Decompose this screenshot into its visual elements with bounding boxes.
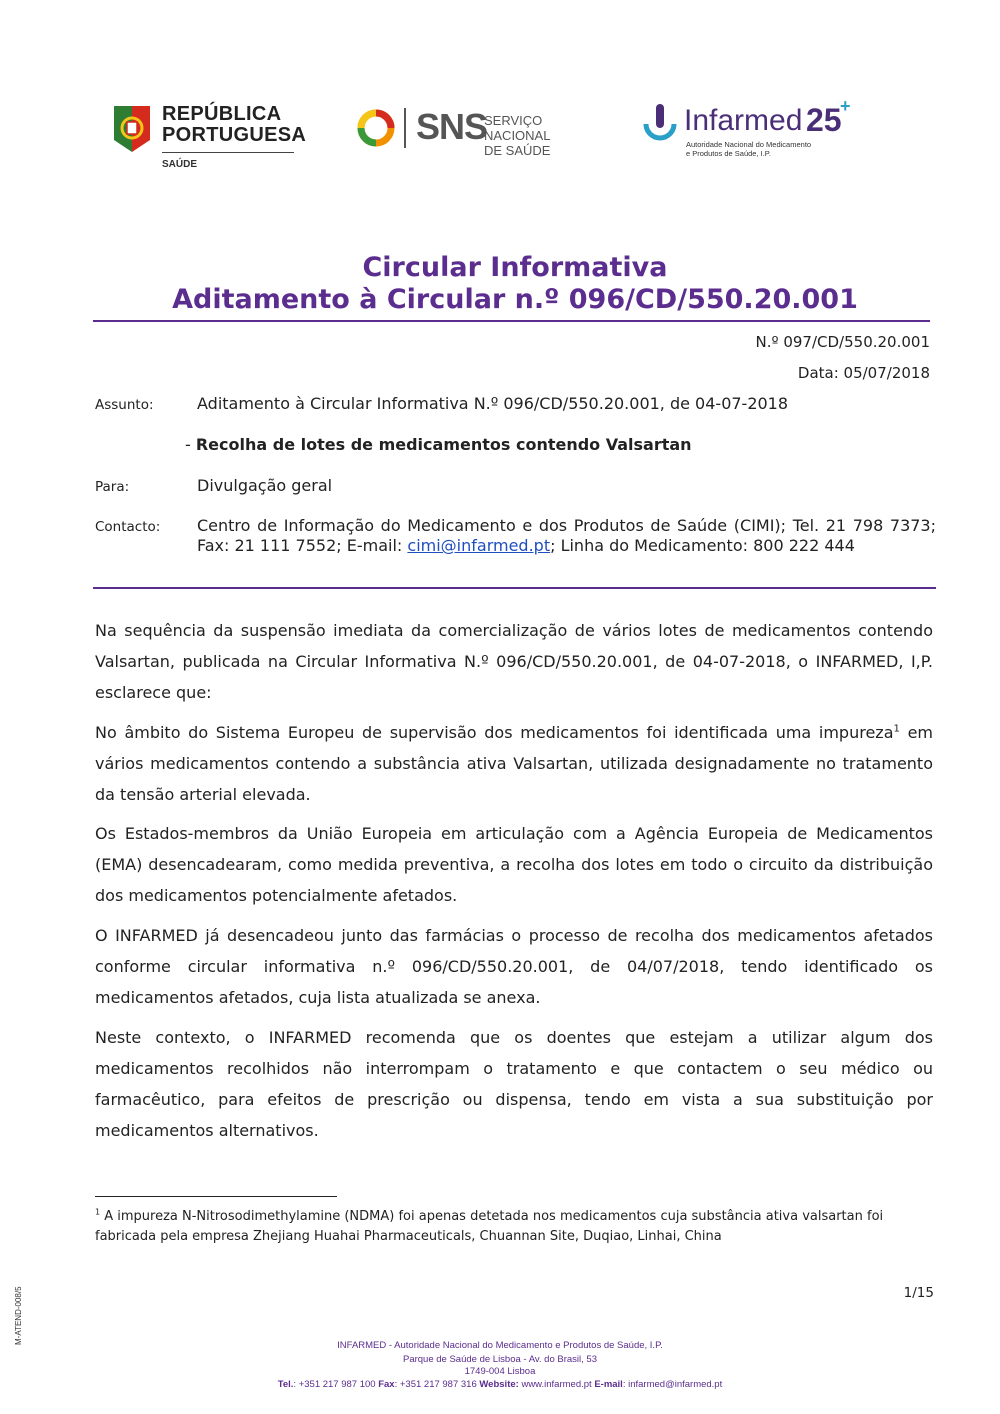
assunto-sub-prefix: - [185, 435, 196, 454]
body-p2-part1: No âmbito do Sistema Europeu de supervisão dos medicamentos foi identificada uma impureza [95, 723, 894, 742]
footer-contacts [0, 1379, 1000, 1390]
footer-fax-label: Fax [378, 1379, 395, 1390]
republica-portuguesa-logo [110, 100, 310, 172]
contacto-label: Contacto: [95, 519, 161, 535]
body-paragraph-2 [95, 717, 933, 810]
footer-fax-value: : +351 217 987 316 [394, 1379, 480, 1390]
footer-email-value[interactable]: : infarmed@infarmed.pt [622, 1379, 723, 1390]
body-paragraph-4: O INFARMED já desencadeou junto das farmácias o processo de recolha dos medicamentos afetados conforme circular informativa n.º 096/CD/550.20.001, de 04/07/2018, tendo identificado os medicamentos afetados, cuja lista atualizada se anexa. [95, 926, 933, 1007]
assunto-value: Aditamento à Circular Informativa N.º 096/CD/550.20.001, de 04-07-2018 [197, 394, 789, 413]
footer-web-label: Website: [479, 1379, 519, 1390]
para-value: Divulgação geral [197, 476, 333, 495]
assunto-subtitle [185, 435, 692, 454]
infarmed-25: 25 [806, 102, 842, 138]
title-divider [93, 320, 930, 322]
footnote-ref: 1 [893, 723, 900, 735]
footnote-marker: 1 [95, 1207, 101, 1217]
sns-separator [404, 108, 406, 148]
contacto-text1: Centro de Informação do Medicamento e dos Produtos de Saúde (CIMI); Tel. 21 798 7373; Fax: 21 111 7552; E-mail: [197, 516, 936, 555]
infarmed-drop-icon [638, 102, 682, 152]
sns-line2: DE SAÚDE [484, 143, 551, 158]
portugal-emblem-icon [110, 102, 154, 158]
page-number: 1/15 [903, 1285, 934, 1301]
sns-line1: SERVIÇO NACIONAL [484, 113, 551, 143]
infarmed-plus: + [840, 96, 851, 116]
infarmed-logo [638, 96, 858, 162]
side-code: M-ATEND-008/5 [14, 1286, 23, 1345]
sns-ring-icon [356, 108, 396, 148]
infarmed-sub-line1: Autoridade Nacional do Medicamento [686, 140, 812, 149]
footer-tel-value: : +351 217 987 100 [293, 1379, 379, 1390]
republica-line1: REPÚBLICA [162, 103, 282, 125]
footer-email-label: E-mail [594, 1379, 623, 1390]
republica-line2: PORTUGUESA [162, 124, 307, 146]
document-title: Circular Informativa [362, 252, 668, 283]
circular-date: Data: 05/07/2018 [797, 364, 930, 382]
footnote-text: A impureza N-Nitrosodimethylamine (NDMA) foi apenas detetada nos medicamentos cuja substância ativa valsartan foi fabricada pela empresa Zhejiang Huahai Pharmaceuticals, Chuannan Site, Duqiao, Linhai, China [95, 1209, 884, 1244]
footer-line3: 1749-004 Lisboa [464, 1366, 536, 1377]
footer-tel-label: Tel. [277, 1379, 294, 1390]
body-p2-part2: em vários medicamentos contendo a substância ativa Valsartan, utilizada designadamente no tratamento da tensão arterial elevada. [95, 723, 934, 804]
para-label: Para: [95, 479, 130, 495]
header-divider [93, 587, 936, 589]
body-paragraph-5: Neste contexto, o INFARMED recomenda que os doentes que estejam a utilizar algum dos medicamentos recolhidos não interrompam o tratamento e que contactem o seu médico ou farmacêutico, para efeitos de prescrição ou dispensa, tendo em vista a sua substituição por medicamentos alternativos. [95, 1028, 933, 1140]
footer-line2: Parque de Saúde de Lisboa - Av. do Brasil, 53 [402, 1354, 597, 1365]
footer-line1: INFARMED - Autoridade Nacional do Medicamento e Produtos de Saúde, I.P. [337, 1340, 663, 1351]
contacto-text2: ; Linha do Medicamento: 800 222 444 [550, 536, 855, 555]
infarmed-name: Infarmed [684, 104, 803, 137]
contacto-email-link[interactable]: cimi@infarmed.pt [407, 536, 551, 555]
sns-logo [356, 106, 596, 158]
assunto-label: Assunto: [95, 397, 154, 413]
circular-number: N.º 097/CD/550.20.001 [755, 333, 930, 351]
assunto-sub-bold: Recolha de lotes de medicamentos contendo Valsartan [195, 435, 692, 454]
contacto-value [197, 516, 936, 556]
sns-abbr: SNS [416, 106, 488, 147]
footer-web-value[interactable]: www.infarmed.pt [518, 1379, 595, 1390]
republica-sub: SAÚDE [162, 159, 198, 170]
footnote-divider [95, 1196, 337, 1197]
infarmed-sub-line2: e Produtos de Saúde, I.P. [686, 149, 771, 158]
document-subtitle: Aditamento à Circular n.º 096/CD/550.20.001 [172, 284, 858, 315]
footnote [95, 1207, 935, 1246]
body-paragraph-3: Os Estados-membros da União Europeia em articulação com a Agência Europeia de Medicamentos (EMA) desencadearam, como medida preventiva, a recolha dos lotes em todo o circuito da distribuição dos medicamentos potencialmente afetados. [95, 824, 933, 905]
republica-divider [162, 152, 294, 153]
body-paragraph-1: Na sequência da suspensão imediata da comercialização de vários lotes de medicamentos contendo Valsartan, publicada na Circular Informativa N.º 096/CD/550.20.001, de 04-07-2018, o INFARMED, I,P. esclarece que: [95, 621, 933, 702]
